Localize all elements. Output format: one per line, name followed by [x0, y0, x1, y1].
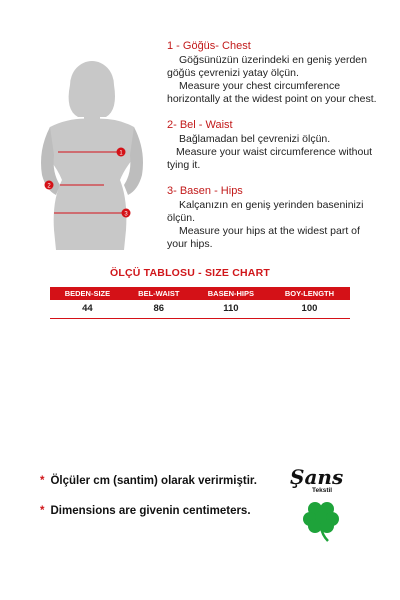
marker-chest — [117, 148, 126, 157]
svg-text:2: 2 — [47, 183, 51, 190]
header-waist: BEL-WAIST — [125, 287, 193, 300]
instruction-line: göğüs çevrenizi yatay ölçün. — [167, 67, 299, 79]
section-title: 3- Basen - Hips — [167, 185, 243, 197]
logo-name: Şans — [290, 465, 344, 489]
marker-waist — [45, 181, 54, 190]
instruction-line: your hips. — [167, 238, 213, 250]
table-row — [50, 300, 350, 319]
size-chart-header-row — [50, 287, 350, 300]
instruction-line: Kalçanızın en geniş yerinden baseninizi — [179, 199, 364, 211]
brand-logo — [290, 465, 360, 545]
section-chest — [167, 40, 395, 106]
measurement-instructions — [167, 40, 395, 264]
note-bullet: * — [40, 505, 45, 517]
cell-size: 44 — [50, 300, 125, 319]
size-chart-table — [50, 287, 350, 319]
cell-hips: 110 — [193, 300, 269, 319]
svg-text:1: 1 — [119, 150, 123, 157]
clover-icon — [300, 497, 344, 543]
instruction-line: Measure your waist circumference without — [176, 146, 373, 158]
section-hips — [167, 185, 395, 251]
marker-hips — [122, 209, 131, 218]
section-title: 2- Bel - Waist — [167, 119, 233, 131]
figure-torso — [46, 119, 137, 250]
header-length: BOY-LENGTH — [269, 287, 350, 300]
instruction-line: ölçün. — [167, 212, 196, 224]
instruction-line: Measure your chest circumference — [179, 80, 341, 92]
notes — [40, 475, 257, 535]
note-units-en — [40, 505, 257, 517]
note-bullet: * — [40, 475, 45, 487]
header-size: BEDEN-SIZE — [50, 287, 125, 300]
body-figure — [20, 55, 160, 255]
size-chart-title: ÖLÇÜ TABLOSU - SIZE CHART — [110, 267, 270, 279]
section-title: 1 - Göğüs- Chest — [167, 40, 251, 52]
instruction-line: horizontally at the widest point on your chest. — [167, 93, 377, 105]
logo-subtitle: Tekstil — [312, 487, 333, 494]
silhouette-illustration — [20, 55, 160, 255]
instruction-line: Measure your hips at the widest part of — [179, 225, 360, 237]
instruction-line: Göğsünüzün üzerindeki en geniş yerden — [179, 54, 367, 66]
instruction-line: tying it. — [167, 159, 201, 171]
instruction-line: Bağlamadan bel çevrenizi ölçün. — [179, 133, 331, 145]
section-waist — [167, 119, 395, 172]
note-units-tr — [40, 475, 257, 487]
note-text: Ölçüler cm (santim) olarak verirmiştir. — [50, 475, 257, 487]
note-text: Dimensions are givenin centimeters. — [50, 505, 251, 517]
cell-waist: 86 — [125, 300, 193, 319]
header-hips: BASEN-HIPS — [193, 287, 269, 300]
svg-text:3: 3 — [124, 211, 128, 218]
cell-length: 100 — [269, 300, 350, 319]
